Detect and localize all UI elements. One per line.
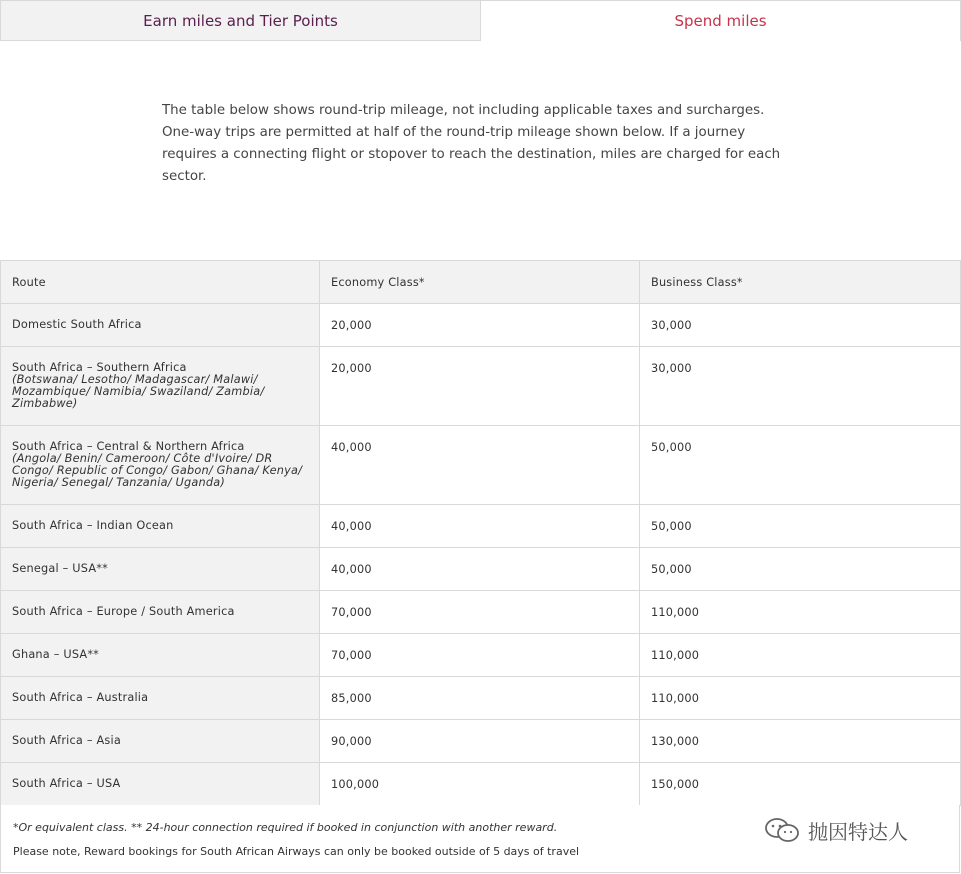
business-cell: 110,000 [640,591,961,634]
tab-spend-miles[interactable] [481,0,961,41]
intro-paragraph: The table below shows round-trip mileage, not including applicable taxes and surcharges. One-way trips are permitted at half of the round-trip mileage shown below. If a journey requires a connecting flight or stopover to reach the destination, miles are charged for each sector. [162,103,781,184]
economy-cell: 20,000 [320,347,640,426]
route-cell [1,548,320,591]
business-cell: 150,000 [640,763,961,806]
route-name: South Africa – Australia [12,691,149,704]
route-name: Domestic South Africa [12,318,142,331]
route-name: South Africa – USA [12,777,121,790]
economy-cell: 85,000 [320,677,640,720]
tab-earn-miles-label: Earn miles and Tier Points [143,11,338,30]
business-cell: 110,000 [640,634,961,677]
table-header-row [1,261,961,304]
header-economy: Economy Class* [320,261,640,304]
route-cell [1,505,320,548]
business-cell: 130,000 [640,720,961,763]
route-cell [1,763,320,806]
header-business: Business Class* [640,261,961,304]
rewards-table [0,260,961,806]
route-cell [1,720,320,763]
tab-spend-miles-label: Spend miles [674,12,767,30]
route-countries: (Botswana/ Lesotho/ Madagascar/ Malawi/ Mozambique/ Namibia/ Swaziland/ Zambia/ Zimbabwe) [12,373,265,410]
business-cell: 50,000 [640,426,961,505]
route-name: Ghana – USA** [12,648,100,661]
business-cell: 50,000 [640,548,961,591]
route-cell [1,426,320,505]
business-cell: 30,000 [640,304,961,347]
route-name: South Africa – Asia [12,734,121,747]
route-name: South Africa – Central & Northern Africa [12,440,245,453]
route-countries: (Angola/ Benin/ Cameroon/ Côte d'Ivoire/ DR Congo/ Republic of Congo/ Gabon/ Ghana/ Kenya/ Nigeria/ Senegal/ Tanzania/ Uganda) [12,452,303,489]
route-name: South Africa – Europe / South America [12,605,235,618]
economy-cell: 70,000 [320,634,640,677]
economy-cell: 70,000 [320,591,640,634]
table-row [1,548,961,591]
economy-cell: 90,000 [320,720,640,763]
table-row [1,591,961,634]
economy-cell: 20,000 [320,304,640,347]
economy-cell: 40,000 [320,426,640,505]
route-cell [1,677,320,720]
table-row [1,763,961,806]
route-name: South Africa – Indian Ocean [12,519,174,532]
economy-cell: 40,000 [320,505,640,548]
watermark [762,815,908,845]
table-row [1,634,961,677]
footnote-equivalent-class: *Or equivalent class. ** 24-hour connection required if booked in conjunction with another reward. [13,821,558,834]
economy-cell: 100,000 [320,763,640,806]
business-cell: 50,000 [640,505,961,548]
table-row [1,426,961,505]
table-row [1,720,961,763]
business-cell: 30,000 [640,347,961,426]
economy-cell: 40,000 [320,548,640,591]
table-row [1,304,961,347]
route-name: Senegal – USA** [12,562,108,575]
tab-earn-miles[interactable] [0,0,481,41]
watermark-text: 抛因特达人 [808,819,908,844]
footnote-booking-note: Please note, Reward bookings for South African Airways can only be booked outside of 5 days of travel [13,845,580,858]
wechat-icon [762,815,802,845]
route-cell [1,591,320,634]
route-cell [1,304,320,347]
table-row [1,677,961,720]
table-row [1,347,961,426]
business-cell: 110,000 [640,677,961,720]
header-route: Route [1,261,320,304]
route-name: South Africa – Southern Africa [12,361,187,374]
table-row [1,505,961,548]
route-cell [1,347,320,426]
tab-bar [0,0,961,41]
route-cell [1,634,320,677]
